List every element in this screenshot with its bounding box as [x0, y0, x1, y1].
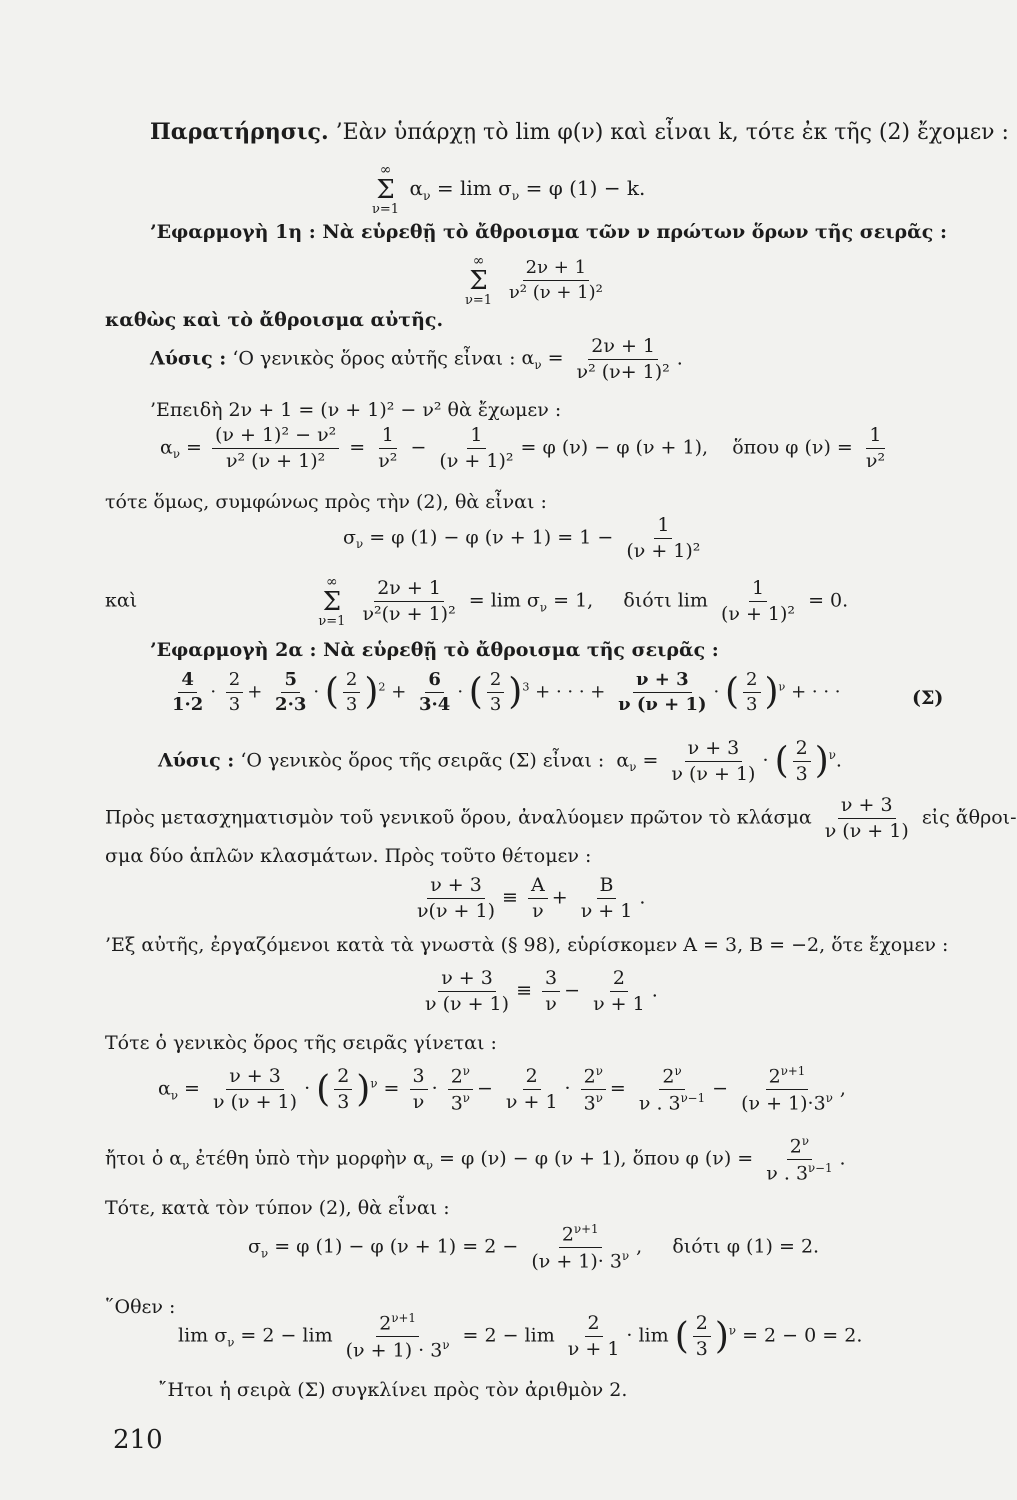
app2-decomposition: $\frac{\nu + 3}{\nu (\nu + 1)}$ ≡ $\frac{3}{\nu}$ − $\frac{2}{\nu + 1}$ . — [425, 967, 658, 1015]
app1-since: ’Επειδὴ 2ν + 1 = (ν + 1)² − ν² θὰ ἔχωμεν : — [150, 399, 562, 421]
app1-solution: Λύσις : ‘Ο γενικὸς ὅρος αὐτῆς εἶναι : $\alpha_\nu$ = $\frac{2\nu + 1}{\text{ν² (ν+ 1)²}}$ . — [150, 335, 683, 383]
app2-then-general: Τότε ὁ γενικὸς ὅρος τῆς σειρᾶς γίνεται : — [105, 1032, 497, 1054]
app2-from-it: ’Εξ αὐτῆς, ἐργαζόμενοι κατὰ τὰ γνωστὰ (§ 98), εὑρίσκομεν A = 3, B = −2, ὅτε ἔχομεν : — [105, 934, 949, 956]
app2-hence: ῞Οθεν : — [105, 1296, 176, 1318]
app1-then: τότε ὅμως, συμφώνως πρὸς τὴν (2), θὰ εἶναι : — [105, 491, 547, 513]
app1-alpha-formula: $\alpha_\nu$ = $\frac{\text{(ν + 1)² − ν²}}{\text{ν² (ν + 1)²}}$ = $\frac{1}{\text{ν²}}$ − $\frac{1}{\text{(ν + 1)²}}$ = φ (ν) − φ (ν + 1), ὅπου φ (ν) = $\frac{1}{\text{ν²}}$ — [160, 424, 886, 472]
app2-then-type: Τότε, κατὰ τὸν τύπον (2), θὰ εἶναι : — [105, 1197, 450, 1219]
app2-transform-2: σμα δύο ἁπλῶν κλασμάτων. Πρὸς τοῦτο θέτομεν : — [105, 845, 592, 867]
remark-label: Παρατήρησις. — [150, 119, 329, 145]
app1-limit: καὶ ∞ Σ ν=1 $\frac{2\nu + 1}{\text{ν²(ν + 1)²}}$ = $\lim \sigma_\nu = 1$, διότι lim $\frac{1}{\text{(ν + 1)²}}$ = 0. — [105, 574, 849, 629]
app1-sigma: $\sigma_\nu = \varphi$ (1) − φ (ν + 1) = 1 − $\frac{1}{\text{(ν + 1)²}}$ — [343, 514, 701, 562]
app2-sigma: $\sigma_\nu = \varphi$ (1) − φ (ν + 1) = 2 − $\frac{2^{\nu+1}}{(\nu + 1)\cdot 3^\nu}$ , διότι φ (1) = 2. — [248, 1222, 820, 1273]
sum-symbol: ∞ Σ ν=1 — [372, 162, 400, 217]
series-label-sigma: (Σ) — [912, 687, 944, 709]
remark-line — [150, 120, 1009, 145]
app2-form: ἤτοι ὁ $\alpha_\nu$ ἐτέθη ὑπὸ τὴν μορφὴν $\alpha_\nu = \varphi$ (ν) − φ (ν + 1), ὅπου φ (ν) = $\frac{2^\nu}{\nu . 3^{\nu-1}}$ . — [105, 1134, 846, 1185]
app1-heading: ’Εφαρμογὴ 1η : Νὰ εὑρεθῇ τὸ ἄθροισμα τῶν ν πρώτων ὅρων τῆς σειρᾶς : — [150, 221, 947, 243]
app1-and-sum: καθὼς καὶ τὸ ἄθροισμα αὐτῆς. — [105, 309, 444, 331]
app2-partial-fraction: $\frac{\nu + 3}{\nu(\nu + 1)}$ ≡ $\frac{A}{\nu}$ + $\frac{B}{\nu + 1}$ . — [417, 874, 646, 922]
app2-solution: Λύσις : ‘Ο γενικὸς ὅρος τῆς σειρᾶς (Σ) εἶναι : $\alpha_\nu$ = $\frac{\nu + 3}{\nu (\nu + 1)}$ · ( $\frac{2}{3}$ )$^\nu$. — [158, 737, 842, 785]
app1-series: ∞ Σ ν=1 $\frac{2\nu + 1}{\text{ν² (ν + 1)²}}$ — [465, 253, 603, 308]
page-number: 210 — [113, 1425, 163, 1455]
remark-text: ’Εὰν ὑπάρχῃ τὸ lim φ(ν) καὶ εἶναι k, τότε ἐκ τῆς (2) ἔχομεν : — [335, 120, 1009, 145]
app2-limit: $\lim \sigma_\nu = 2 - \lim$ $\frac{2^{\nu+1}}{(\nu + 1) \cdot 3^\nu}$ = 2 − lim $\frac{2}{\nu + 1}$ · lim ( $\frac{2}{3}$ )$^\nu$ = 2 − 0 = 2. — [178, 1311, 863, 1362]
app2-heading: ’Εφαρμογὴ 2α : Νὰ εὑρεθῇ τὸ ἄθροισμα τῆς σειρᾶς : — [150, 639, 719, 661]
app2-series: $\frac{4}{1\cdot 2}$ · $\frac{2}{3}$ + $\frac{5}{2\cdot 3}$ · ( $\frac{2}{3}$ )$^2$ + $\frac{6}{3\cdot 4}$ · ( $\frac{2}{3}$ )$^3$ + · · · + $\frac{\nu + 3}{\nu (\nu + 1)}$ · ( $\frac{2}{3}$ )$^\nu$ + · · · — [172, 669, 841, 715]
app2-general-term: $\alpha_\nu$ = $\frac{\nu + 3}{\nu (\nu + 1)}$ · ( $\frac{2}{3}$ )$^\nu$ = $\frac{3}{\nu}$ · $\frac{2^\nu}{3^\nu}$ − $\frac{2}{\nu + 1}$ · $\frac{2^\nu}{3^\nu}$ = $\frac{2^\nu}{\nu . 3^{\nu-1}}$ − $\frac{2^{\nu+1}}{(\nu + 1)\cdot 3^\nu}$ , — [158, 1064, 846, 1115]
remark-formula: ∞ Σ ν=1 $\alpha_\nu = \lim \sigma_\nu = \varphi$ (1) − k. — [372, 162, 646, 217]
app2-transform: Πρὸς μετασχηματισμὸν τοῦ γενικοῦ ὅρου, ἀναλύομεν πρῶτον τὸ κλάσμα $\frac{\nu + 3}{\nu (\nu + 1)}$ εἰς ἄθροι- — [105, 794, 1017, 842]
app2-conclusion: ῎Ητοι ἡ σειρὰ (Σ) συγκλίνει πρὸς τὸν ἀριθμὸν 2. — [158, 1379, 628, 1401]
